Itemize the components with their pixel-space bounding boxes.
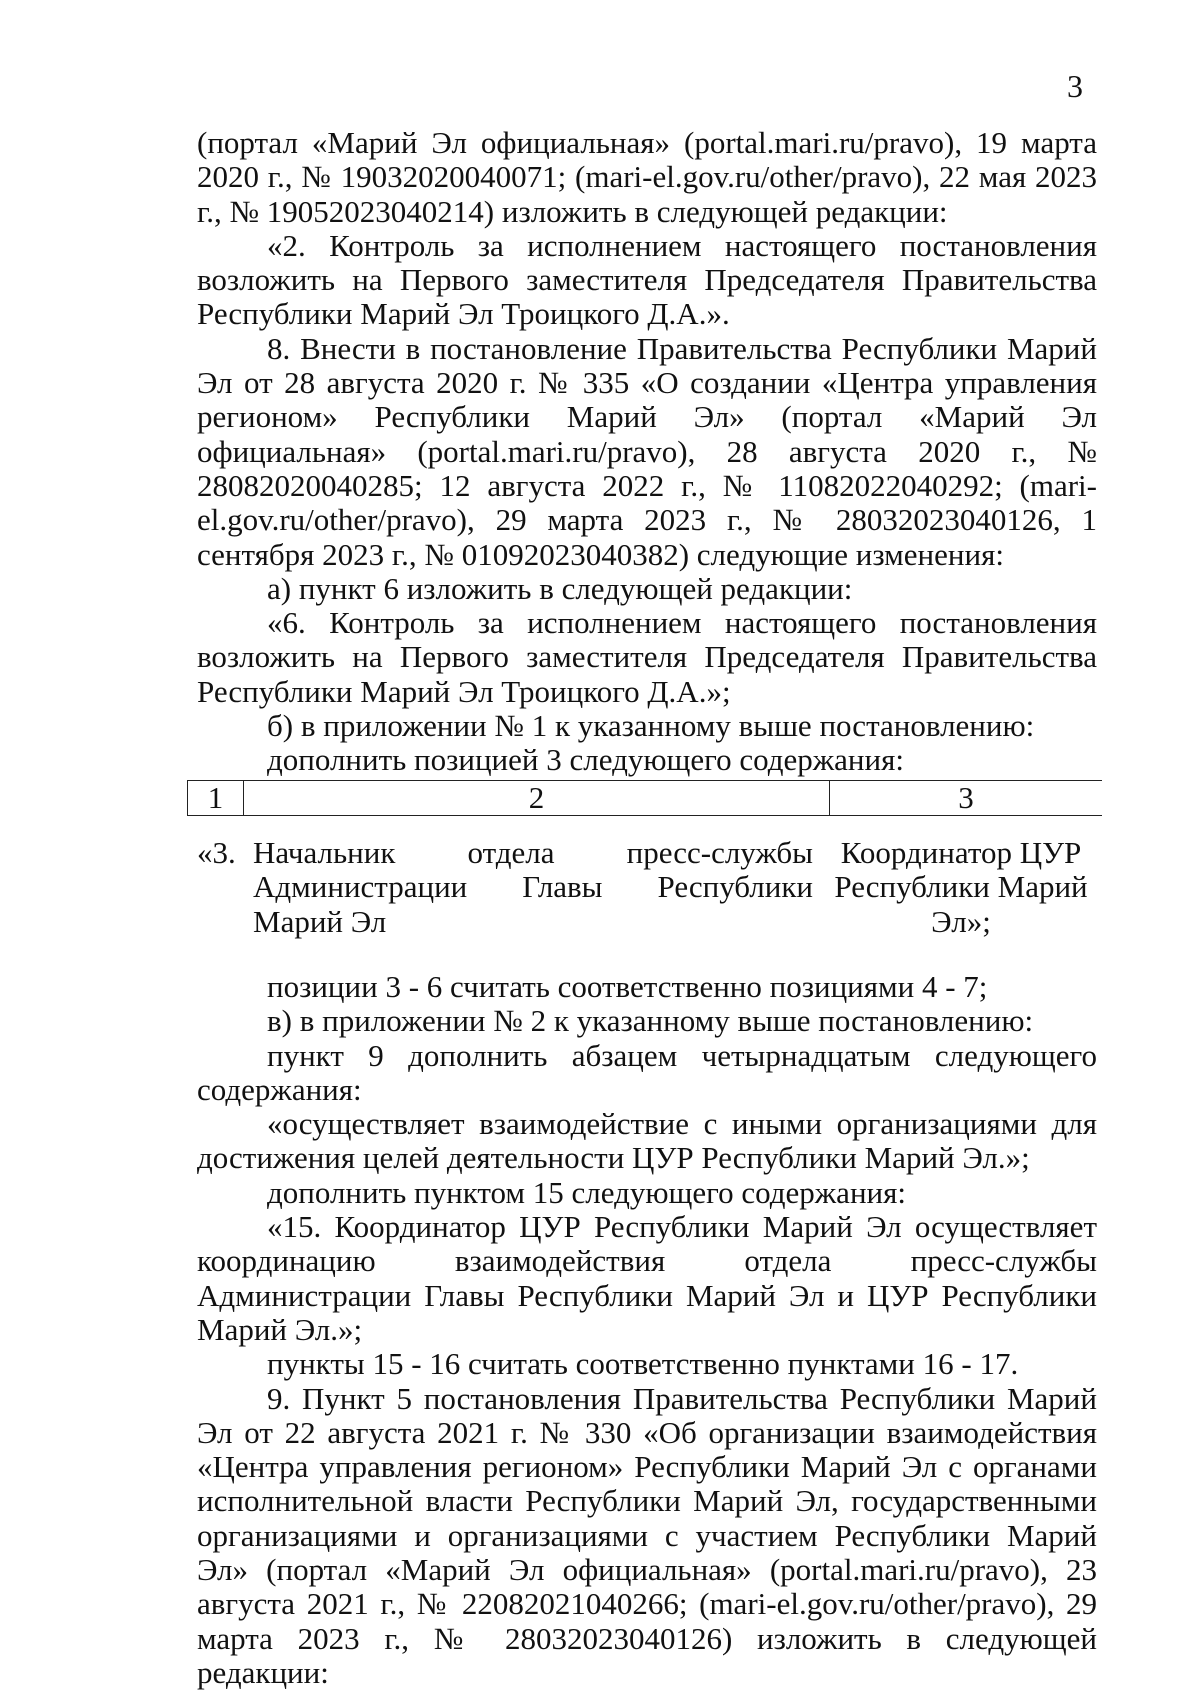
paragraph: в) в приложении № 2 к указанному выше постановлению: <box>267 1003 1034 1039</box>
page-number: 3 <box>1067 68 1083 104</box>
document-body-top <box>197 126 1097 778</box>
paragraph: дополнить пунктом 15 следующего содержания: <box>267 1174 906 1210</box>
paragraph: дополнить позицией 3 следующего содержания: <box>267 742 904 778</box>
paragraph: позиции 3 - 6 считать соответственно позициями 4 - 7; <box>267 969 988 1004</box>
paragraph: 9. Пункт 5 постановления Правительства Республики Марий Эл от 22 августа 2021 г. № 330 «Об организации взаимодействия «Центра управления регионом» Республики Марий Эл с органами исполнительной власти Республики Марий Эл, государственными организациями и организациями с участием Республики Марий Эл» (портал «Марий Эл официальная» (portal.mari.ru/pravo), 23 августа 2021 г., № 22082021040266; (mari-el.gov.ru/other/pravo), 29 марта 2023 г., № 28032023040126) изложить в следующей редакции: <box>197 1380 1097 1690</box>
paragraph: б) в приложении № 1 к указанному выше постановлению: <box>267 708 1035 744</box>
row-number: «3. <box>197 835 236 870</box>
document-body-bottom <box>197 970 1097 1690</box>
paragraph: «2. Контроль за исполнением настоящего постановления возложить на Первого заместителя Председателя Правительства Республики Марий Эл Троицкого Д.А.». <box>197 227 1097 332</box>
paragraph: 8. Внести в постановление Правительства Республики Марий Эл от 28 августа 2020 г. № 335 «О создании «Центра управления регионом» Республики Марий Эл» (портал «Марий Эл официальная» (portal.mari.ru/pravo), 28 августа 2020 г., № 28082020040285; 12 августа 2022 г., № 11082022040292; (mari-el.gov.ru/other/pravo), 29 марта 2023 г., № 28032023040126, 1 сентября 2023 г., № 01092023040382) следующие изменения: <box>197 330 1097 572</box>
paragraph: «6. Контроль за исполнением настоящего постановления возложить на Первого заместителя Председателя Правительства Республики Марий Эл Троицкого Д.А.»; <box>197 605 1097 709</box>
table-header-cell: 3 <box>829 781 1102 815</box>
paragraph: а) пункт 6 изложить в следующей редакции: <box>267 570 853 606</box>
paragraph: пункт 9 дополнить абзацем четырнадцатым следующего содержания: <box>197 1037 1097 1107</box>
table-header-cell: 1 <box>187 781 243 815</box>
paragraph: (портал «Марий Эл официальная» (portal.mari.ru/pravo), 19 марта 2020 г., № 19032020040071; (mari-el.gov.ru/other/pravo), 22 мая 2023 г., № 19052023040214) изложить в следующей редакции: <box>197 125 1097 229</box>
paragraph: «15. Координатор ЦУР Республики Марий Эл осуществляет координацию взаимодействия отдела пресс-службы Администрации Главы Республики Марий Эл и ЦУР Республики Марий Эл.»; <box>197 1209 1097 1347</box>
table-header-cell: 2 <box>243 781 829 815</box>
row-coordinator: Координатор ЦУР Республики Марий Эл»; <box>834 835 1088 939</box>
paragraph: «осуществляет взаимодействие с иными организациями для достижения целей деятельности ЦУР Республики Марий Эл.»; <box>197 1106 1097 1176</box>
table-header <box>187 780 1102 816</box>
row-position: Начальник отдела пресс-службы Администрации Главы Республики Марий Эл <box>253 835 813 939</box>
paragraph: пункты 15 - 16 считать соответственно пунктами 16 - 17. <box>267 1346 1019 1382</box>
